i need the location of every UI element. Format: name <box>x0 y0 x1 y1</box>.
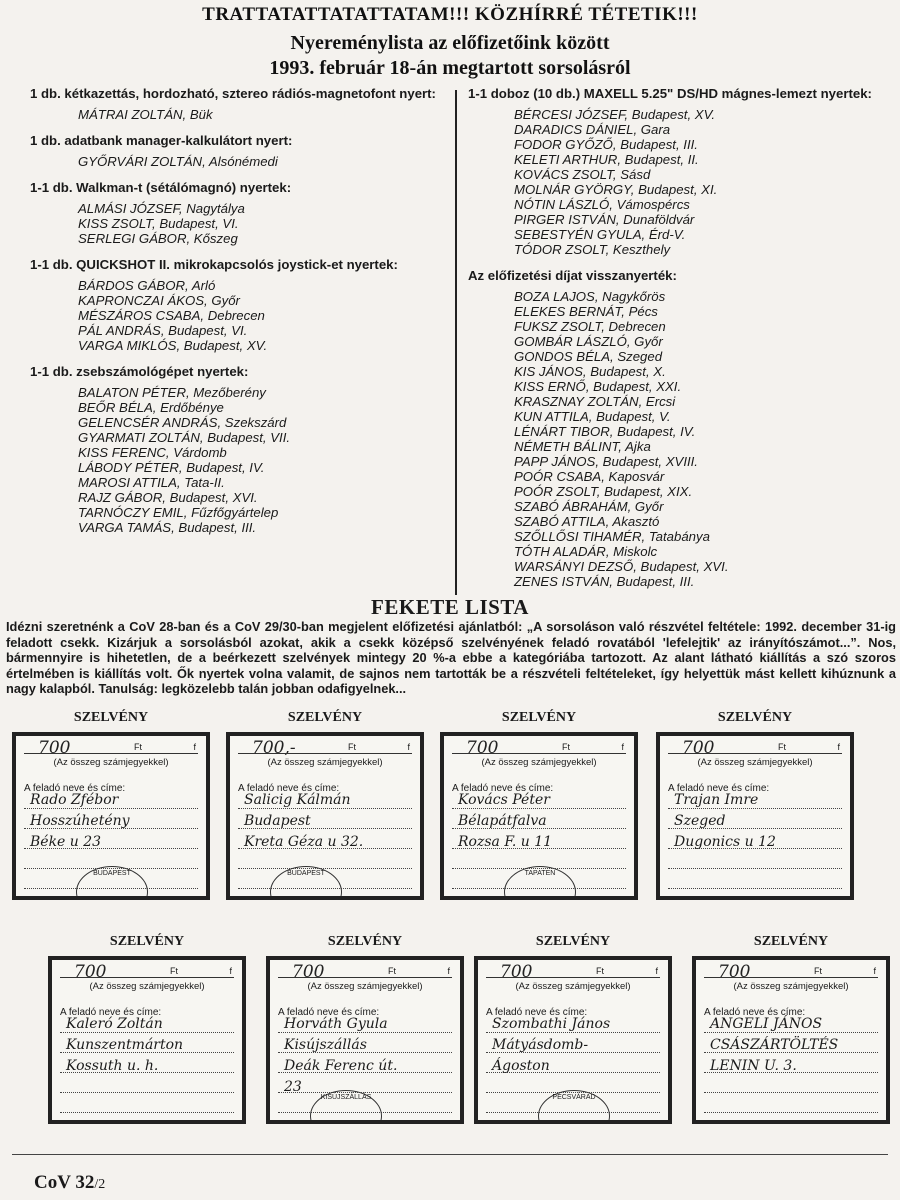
slip-currency: Ft <box>562 742 570 752</box>
slip-rule <box>704 977 878 978</box>
slip-form <box>226 732 424 900</box>
slip-card <box>48 934 246 1124</box>
slip-card <box>12 710 210 900</box>
slip-filler: f <box>655 966 658 976</box>
postmark-stamp: BUDAPEST <box>76 866 148 900</box>
slip-amount: 700 <box>682 738 715 758</box>
slip-label: SZELVÉNY <box>753 934 829 949</box>
winner-name: FODOR GYŐZŐ, Budapest, III. <box>514 137 698 152</box>
slip-amount-hint: (Az összeg számjegyekkel) <box>267 757 383 768</box>
winner-name: KELETI ARTHUR, Budapest, II. <box>514 152 699 167</box>
slip-handwriting: Budapest <box>244 813 311 829</box>
slip-label: SZELVÉNY <box>501 710 577 725</box>
winner-name: BALATON PÉTER, Mezőberény <box>78 385 266 400</box>
fekete-lista-body: Idézni szeretnénk a CoV 28-ban és a CoV 29/30-ban megjelent előfizetési ajánlatból: „A sorsoláson való részvétel feltétele: 1992. december 31-ig feladott csekk. Kizárjuk a sorsolásból azokat, akik a csekk középső szelvényének feladó rovatából 'lefelejtik' az irányítószámot...”. Nos, bármennyire is hihetetlen, de a beérkezett szelvények mintegy 20 %-a ebbe a kategóriába tartozott. Az alant látható kiállítás a szó szoros értelmében is kiállítás volt. Ők nyertek volna valamit, de sajnos nem tartották be a részvételi feltételeket, így helyettük mást kellett kihúznunk a nagy kalapból. Tanulság: legközelebb talán jobban odafigyelnek... <box>6 619 896 697</box>
winner-name: BEŐR BÉLA, Erdőbénye <box>78 400 224 415</box>
winner-name: RAJZ GÁBOR, Budapest, XVI. <box>78 490 258 505</box>
fekete-lista-title: FEKETE LISTA <box>371 595 529 619</box>
slip-card <box>474 934 672 1124</box>
slip-card <box>692 934 890 1124</box>
prize-heading: 1 db. kétkazettás, hordozható, sztereo rádiós-magnetofont nyert: <box>30 86 436 101</box>
slip-handwriting: Salicig Kálmán <box>244 792 351 808</box>
winner-list <box>78 154 445 169</box>
slip-amount: 700 <box>466 738 499 758</box>
winner-name: BOZA LAJOS, Nagykőrös <box>514 289 666 304</box>
winner-name: BÉRCESI JÓZSEF, Budapest, XV. <box>514 107 716 122</box>
slip-amount: 700 <box>38 738 71 758</box>
slip-rule <box>668 753 842 754</box>
slip-amount-hint: (Az összeg számjegyekkel) <box>89 981 205 992</box>
winner-name: MÁTRAI ZOLTÁN, Bük <box>78 107 213 122</box>
slip-amount: 700 <box>292 962 325 982</box>
slip-dotted-line <box>668 808 842 809</box>
slip-card <box>440 710 638 900</box>
slip-currency: Ft <box>134 742 142 752</box>
slip-sender-label: A feladó neve és címe: <box>278 1007 380 1018</box>
slip-filler: f <box>837 742 840 752</box>
page-footer <box>34 1172 105 1194</box>
slip-dotted-line <box>704 1032 878 1033</box>
slip-label: SZELVÉNY <box>535 934 611 949</box>
slip-filler: f <box>447 966 450 976</box>
winner-name: BÁRDOS GÁBOR, Arló <box>78 278 216 293</box>
left-column <box>30 86 445 546</box>
slip-handwriting: Dugonics u 12 <box>674 834 776 850</box>
winner-name: DARADICS DÁNIEL, Gara <box>514 122 671 137</box>
winner-name: SZABÓ ATTILA, Akasztó <box>514 514 660 529</box>
slip-form <box>692 956 890 1124</box>
prize-heading: 1-1 db. zsebszámológépet nyertek: <box>30 364 249 379</box>
slip-handwriting: Kovács Péter <box>458 792 550 808</box>
winner-name: MOLNÁR GYÖRGY, Budapest, XI. <box>514 182 718 197</box>
slip-label: SZELVÉNY <box>287 710 363 725</box>
winner-name: KRASZNAY ZOLTÁN, Ercsi <box>514 394 676 409</box>
slip-card <box>656 710 854 900</box>
slip-amount: 700 <box>718 962 751 982</box>
winner-name: TÓDOR ZSOLT, Keszthely <box>514 242 671 257</box>
postmark-stamp: TAPATEN <box>504 866 576 900</box>
slip-label: SZELVÉNY <box>73 710 149 725</box>
slip-amount-hint: (Az összeg számjegyekkel) <box>481 757 597 768</box>
slip-amount-hint: (Az összeg számjegyekkel) <box>515 981 631 992</box>
slip-dotted-line <box>704 1092 878 1093</box>
winner-name: TÓTH ALADÁR, Miskolc <box>514 544 658 559</box>
winner-name: WARSÁNYI DEZSŐ, Budapest, XVI. <box>514 559 729 574</box>
slip-rule <box>452 753 626 754</box>
winner-list <box>514 289 878 589</box>
prize-heading: 1-1 doboz (10 db.) MAXELL 5.25" DS/HD mágnes-lemezt nyertek: <box>468 86 872 101</box>
slip-handwriting: 23 <box>284 1079 302 1095</box>
slip-rule <box>238 753 412 754</box>
winner-name: VARGA TAMÁS, Budapest, III. <box>78 520 257 535</box>
slip-handwriting: Rozsa F. u 11 <box>458 834 553 850</box>
slip-amount-hint: (Az összeg számjegyekkel) <box>53 757 169 768</box>
slip-handwriting: Béke u 23 <box>30 834 102 850</box>
slip-dotted-line <box>704 1112 878 1113</box>
winner-name: KAPRONCZAI ÁKOS, Győr <box>78 293 240 308</box>
winner-name: GYARMATI ZOLTÁN, Budapest, VII. <box>78 430 291 445</box>
slip-handwriting: Rado Zfébor <box>30 792 119 808</box>
winner-name: NÓTIN LÁSZLÓ, Vámospércs <box>514 197 690 212</box>
slip-filler: f <box>407 742 410 752</box>
winner-name: KISS ZSOLT, Budapest, VI. <box>78 216 239 231</box>
slip-currency: Ft <box>814 966 822 976</box>
winner-name: POÓR ZSOLT, Budapest, XIX. <box>514 484 693 499</box>
slip-handwriting: Bélapátfalva <box>458 813 547 829</box>
winner-name: PIRGER ISTVÁN, Dunaföldvár <box>514 212 695 227</box>
slip-rule <box>24 753 198 754</box>
slip-label: SZELVÉNY <box>327 934 403 949</box>
slip-handwriting: Ágoston <box>492 1058 550 1074</box>
slip-filler: f <box>873 966 876 976</box>
slip-label: SZELVÉNY <box>109 934 185 949</box>
winner-name: MAROSI ATTILA, Tata-II. <box>78 475 225 490</box>
winner-name: VARGA MIKLÓS, Budapest, XV. <box>78 338 268 353</box>
footer-divider <box>12 1154 888 1155</box>
prize-heading: 1-1 db. Walkman-t (sétálómagnó) nyertek: <box>30 180 292 195</box>
winner-name: NÉMETH BÁLINT, Ajka <box>514 439 651 454</box>
headline: TRATTATATTATATTATAM!!! KÖZHÍRRÉ TÉTETIK!!! <box>202 4 698 25</box>
winner-list <box>78 107 445 122</box>
slip-sender-label: A feladó neve és címe: <box>24 783 126 794</box>
slip-handwriting: Kunszentmárton <box>66 1037 184 1053</box>
slip-dotted-line <box>668 868 842 869</box>
slip-form <box>48 956 246 1124</box>
winner-list <box>78 201 445 246</box>
winner-name: PÁL ANDRÁS, Budapest, VI. <box>78 323 248 338</box>
slip-dotted-line <box>60 1092 234 1093</box>
postmark-stamp: KISÚJSZÁLLÁS <box>310 1090 382 1124</box>
subheadline: Nyereménylista az előfizetőink között <box>290 32 610 54</box>
slip-filler: f <box>193 742 196 752</box>
winner-name: KIS JÁNOS, Budapest, X. <box>514 364 666 379</box>
postmark-stamp: BUDAPEST <box>270 866 342 900</box>
slip-form <box>12 732 210 900</box>
prize-heading: 1-1 db. QUICKSHOT II. mikrokapcsolós joystick-et nyertek: <box>30 257 398 272</box>
slip-handwriting: Kisújszállás <box>284 1037 367 1053</box>
slip-sender-label: A feladó neve és címe: <box>238 783 340 794</box>
slip-dotted-line <box>60 1032 234 1033</box>
winner-name: GELENCSÉR ANDRÁS, Szekszárd <box>78 415 287 430</box>
slip-handwriting: Mátyásdomb- <box>492 1037 589 1053</box>
slip-rule <box>60 977 234 978</box>
slip-handwriting: CSÁSZÁRTÖLTÉS <box>710 1037 839 1053</box>
winner-list <box>514 107 878 257</box>
slip-sender-label: A feladó neve és címe: <box>704 1007 806 1018</box>
slip-handwriting: Trajan Imre <box>674 792 759 808</box>
slip-card <box>266 934 464 1124</box>
winner-name: SEBESTYÉN GYULA, Érd-V. <box>514 227 686 242</box>
slip-currency: Ft <box>348 742 356 752</box>
slip-handwriting: ANGELI JÁNOS <box>710 1016 823 1032</box>
page-number: /2 <box>94 1177 106 1192</box>
slip-sender-label: A feladó neve és címe: <box>60 1007 162 1018</box>
postmark-stamp: PÉCSVÁRAD <box>538 1090 610 1124</box>
winner-list <box>78 385 445 535</box>
slip-handwriting: Kreta Géza u 32. <box>244 834 364 850</box>
winner-name: GOMBÁR LÁSZLÓ, Győr <box>514 334 663 349</box>
winner-name: SZABÓ ÁBRAHÁM, Győr <box>514 499 664 514</box>
slip-handwriting: LENIN U. 3. <box>710 1058 797 1074</box>
winner-name: FUKSZ ZSOLT, Debrecen <box>514 319 666 334</box>
slip-currency: Ft <box>388 966 396 976</box>
column-divider <box>455 90 457 595</box>
slip-dotted-line <box>60 1112 234 1113</box>
slip-dotted-line <box>452 808 626 809</box>
slip-currency: Ft <box>170 966 178 976</box>
slip-dotted-line <box>238 808 412 809</box>
slip-amount: 700,- <box>252 738 296 758</box>
winner-name: POÓR CSABA, Kaposvár <box>514 469 665 484</box>
slip-amount: 700 <box>74 962 107 982</box>
slip-amount-hint: (Az összeg számjegyekkel) <box>307 981 423 992</box>
slip-dotted-line <box>278 1032 452 1033</box>
slip-handwriting: Hosszúhetény <box>30 813 130 829</box>
slip-form <box>474 956 672 1124</box>
winner-name: TARNÓCZY EMIL, Fűzfőgyártelep <box>78 505 279 520</box>
prize-heading: Az előfizetési díjat visszanyerték: <box>468 268 677 283</box>
winner-name: LÉNÁRT TIBOR, Budapest, IV. <box>514 424 696 439</box>
slip-handwriting: Horváth Gyula <box>284 1016 388 1032</box>
slip-handwriting: Kossuth u. h. <box>66 1058 159 1074</box>
slip-rule <box>486 977 660 978</box>
winner-name: ZENES ISTVÁN, Budapest, III. <box>514 574 695 589</box>
slip-amount: 700 <box>500 962 533 982</box>
winner-name: PAPP JÁNOS, Budapest, XVIII. <box>514 454 698 469</box>
slip-form <box>440 732 638 900</box>
winner-name: MÉSZÁROS CSABA, Debrecen <box>78 308 265 323</box>
slip-dotted-line <box>24 808 198 809</box>
slip-form <box>266 956 464 1124</box>
winner-name: GONDOS BÉLA, Szeged <box>514 349 663 364</box>
slip-amount-hint: (Az összeg számjegyekkel) <box>733 981 849 992</box>
winner-name: LÁBODY PÉTER, Budapest, IV. <box>78 460 265 475</box>
magazine-issue: CoV 32 <box>34 1172 95 1193</box>
slip-dotted-line <box>238 868 412 869</box>
slip-handwriting: Kaleró Zoltán <box>66 1016 163 1032</box>
winner-name: KISS ERNŐ, Budapest, XXI. <box>514 379 682 394</box>
slip-currency: Ft <box>596 966 604 976</box>
winner-name: ELEKES BERNÁT, Pécs <box>514 304 658 319</box>
winner-name: ALMÁSI JÓZSEF, Nagytálya <box>78 201 245 216</box>
winner-name: SZŐLLŐSI TIHAMÉR, Tatabánya <box>514 529 710 544</box>
slip-dotted-line <box>668 888 842 889</box>
slip-label: SZELVÉNY <box>717 710 793 725</box>
winner-name: KUN ATTILA, Budapest, V. <box>514 409 671 424</box>
slip-handwriting: Szeged <box>674 813 726 829</box>
right-column <box>468 86 878 600</box>
winner-name: KISS FERENC, Várdomb <box>78 445 227 460</box>
slip-amount-hint: (Az összeg számjegyekkel) <box>697 757 813 768</box>
slip-filler: f <box>621 742 624 752</box>
slip-rule <box>278 977 452 978</box>
winner-name: GYŐRVÁRI ZOLTÁN, Alsónémedi <box>78 154 278 169</box>
winner-name: SERLEGI GÁBOR, Kőszeg <box>78 231 238 246</box>
slip-dotted-line <box>486 1032 660 1033</box>
prize-heading: 1 db. adatbank manager-kalkulátort nyert: <box>30 133 293 148</box>
slip-sender-label: A feladó neve és címe: <box>486 1007 588 1018</box>
slip-filler: f <box>229 966 232 976</box>
winner-list <box>78 278 445 353</box>
slip-handwriting: Deák Ferenc út. <box>284 1058 398 1074</box>
slip-form <box>656 732 854 900</box>
subheadline-date: 1993. február 18-án megtartott sorsolásról <box>269 57 631 79</box>
slip-sender-label: A feladó neve és címe: <box>452 783 554 794</box>
slip-handwriting: Szombathi János <box>492 1016 611 1032</box>
slip-currency: Ft <box>778 742 786 752</box>
slip-card <box>226 710 424 900</box>
slip-sender-label: A feladó neve és címe: <box>668 783 770 794</box>
winner-name: KOVÁCS ZSOLT, Sásd <box>514 167 651 182</box>
